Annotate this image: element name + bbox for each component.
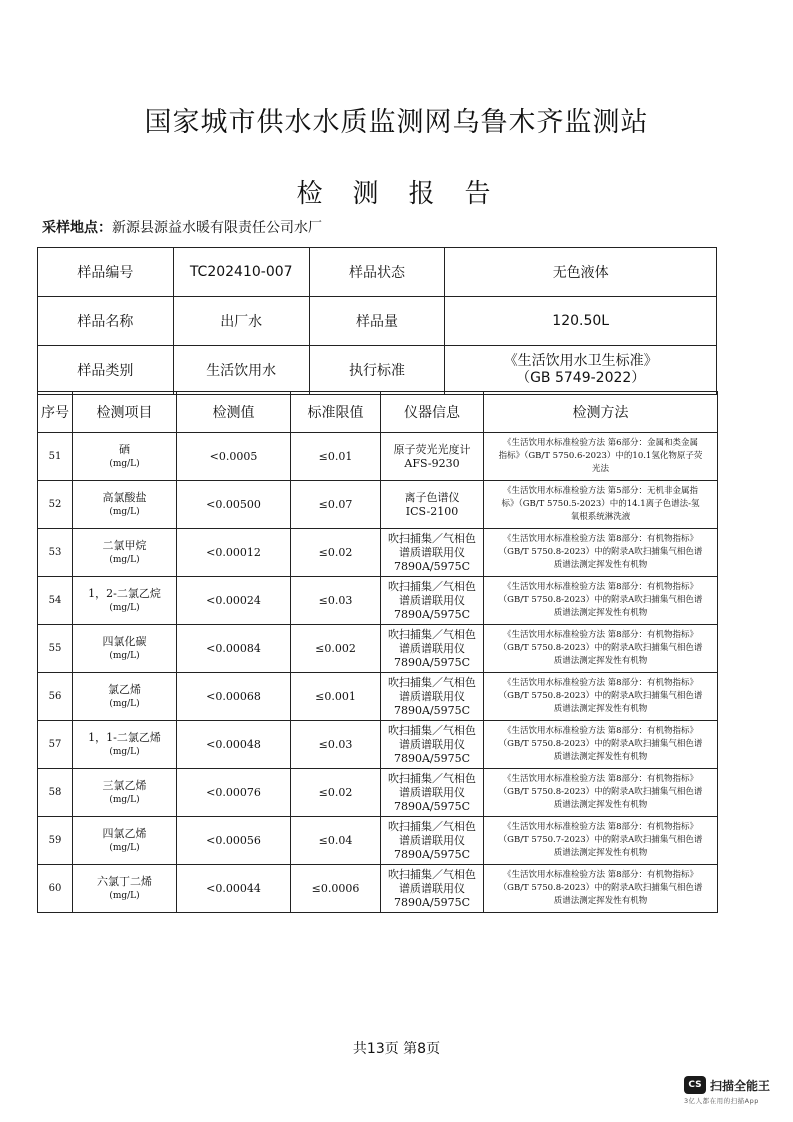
row-limit: ≤0.03 [291,577,381,625]
instrument-line: AFS-9230 [404,456,460,470]
table-row [38,673,718,721]
watermark-brand [684,1076,784,1094]
row-value: <0.00048 [177,721,291,769]
method-line: 氧根系统淋洗液 [570,512,631,522]
instrument-line: 吹扫捕集／气相色 [388,819,476,833]
watermark-slogan: 3亿人都在用的扫描App [684,1097,759,1105]
instrument-line: 吹扫捕集／气相色 [388,627,476,641]
table-row [38,625,718,673]
standard-label: 执行标准 [309,346,445,395]
item-unit: (mg/L) [109,794,140,805]
row-seq: 54 [38,577,73,625]
item-name: 硒 [119,442,130,456]
row-limit: ≤0.0006 [291,865,381,913]
row-seq: 53 [38,529,73,577]
row-value: <0.0005 [177,433,291,481]
method-line: 《生活饮用水标准检验方法 第8部分：有机物指标》 [502,678,699,688]
method-line: （GB/T 5750.8-2023）中的附录A吹扫捕集气相色谱 [498,547,703,557]
method-line: （GB/T 5750.7-2023）中的附录A吹扫捕集气相色谱 [498,835,703,845]
instrument-line: 吹扫捕集／气相色 [388,723,476,737]
row-limit: ≤0.03 [291,721,381,769]
table-row [38,529,718,577]
row-seq: 56 [38,673,73,721]
results-body [38,433,718,913]
row-instrument [381,529,484,577]
instrument-line: ICS-2100 [405,504,459,518]
sample-info-row [38,248,717,297]
instrument-line: 谱质谱联用仪 [399,881,465,895]
instrument-line: 7890A/5975C [393,751,471,765]
instrument-line: 吹扫捕集／气相色 [388,675,476,689]
item-name: 1，1-二氯乙烯 [88,730,161,744]
sample-no-value: TC202410-007 [173,248,309,297]
table-row [38,817,718,865]
method-line: 《生活饮用水标准检验方法 第8部分：有机物指标》 [502,822,699,832]
row-value: <0.00044 [177,865,291,913]
item-name: 六氯丁二烯 [97,874,152,888]
sample-name-value: 出厂水 [173,297,309,346]
row-method [484,433,718,481]
item-unit: (mg/L) [109,650,140,661]
row-instrument [381,769,484,817]
item-unit: (mg/L) [109,890,140,901]
item-name: 1，2-二氯乙烷 [88,586,161,600]
row-item [73,817,177,865]
method-line: 《生活饮用水标准检验方法 第8部分：有机物指标》 [502,582,699,592]
row-item [73,625,177,673]
row-limit: ≤0.04 [291,817,381,865]
method-line: 《生活饮用水标准检验方法 第8部分：有机物指标》 [502,870,699,880]
page-number: 共13页 第8页 [352,1041,441,1057]
row-limit: ≤0.002 [291,625,381,673]
method-line: 《生活饮用水标准检验方法 第8部分：有机物指标》 [502,774,699,784]
item-unit: (mg/L) [109,602,140,613]
row-seq: 57 [38,721,73,769]
row-instrument [381,625,484,673]
method-line: 质谱法测定挥发性有机物 [553,800,648,810]
sample-qty-value: 120.50L [445,297,717,346]
instrument-line: 原子荧光光度计 [393,442,471,456]
item-name: 四氯乙烯 [102,826,147,840]
instrument-line: 谱质谱联用仪 [399,593,465,607]
row-item [73,481,177,529]
sampling-location-value: 新源县源益水暖有限责任公司水厂 [112,220,322,236]
row-item [73,529,177,577]
instrument-line: 吹扫捕集／气相色 [388,579,476,593]
item-name: 高氯酸盐 [102,490,147,504]
scanner-watermark [684,1076,784,1105]
row-instrument [381,577,484,625]
row-item [73,433,177,481]
row-method [484,817,718,865]
method-line: （GB/T 5750.8-2023）中的附录A吹扫捕集气相色谱 [498,787,703,797]
method-line: 质谱法测定挥发性有机物 [553,656,648,666]
method-line: 《生活饮用水标准检验方法 第6部分：金属和类金属 [502,438,699,448]
report-title: 检测报告 [296,179,521,209]
row-value: <0.00084 [177,625,291,673]
item-name: 氯乙烯 [108,682,141,696]
table-row [38,433,718,481]
instrument-line: 7890A/5975C [393,895,471,909]
standard-title: 《生活饮用水卫生标准》 [503,353,658,369]
method-line: （GB/T 5750.8-2023）中的附录A吹扫捕集气相色谱 [498,595,703,605]
method-line: 《生活饮用水标准检验方法 第8部分：有机物指标》 [502,630,699,640]
row-method [484,673,718,721]
method-line: 《生活饮用水标准检验方法 第5部分：无机非金属指 [502,486,699,496]
item-unit: (mg/L) [109,554,140,565]
method-line: （GB/T 5750.8-2023）中的附录A吹扫捕集气相色谱 [498,643,703,653]
instrument-line: 吹扫捕集／气相色 [388,867,476,881]
col-header-item: 检测项目 [73,392,177,433]
instrument-line: 吹扫捕集／气相色 [388,771,476,785]
instrument-line: 7890A/5975C [393,655,471,669]
method-line: 质谱法测定挥发性有机物 [553,752,648,762]
sample-info-row [38,346,717,395]
sample-type-value: 生活饮用水 [173,346,309,395]
camscanner-logo-icon: CS [684,1076,706,1094]
item-unit: (mg/L) [109,458,140,469]
instrument-line: 谱质谱联用仪 [399,689,465,703]
sample-name-label: 样品名称 [38,297,174,346]
col-header-limit: 标准限值 [291,392,381,433]
col-header-value: 检测值 [177,392,291,433]
sample-info-row [38,297,717,346]
sampling-location-label: 采样地点： [42,220,112,236]
instrument-line: 谱质谱联用仪 [399,737,465,751]
method-line: 光法 [591,464,609,474]
row-limit: ≤0.07 [291,481,381,529]
instrument-line: 7890A/5975C [393,799,471,813]
row-item [73,865,177,913]
method-line: 《生活饮用水标准检验方法 第8部分：有机物指标》 [502,726,699,736]
row-limit: ≤0.01 [291,433,381,481]
row-instrument [381,817,484,865]
method-line: 质谱法测定挥发性有机物 [553,896,648,906]
col-header-instrument: 仪器信息 [381,392,484,433]
row-instrument [381,433,484,481]
table-row [38,865,718,913]
instrument-line: 吹扫捕集／气相色 [388,531,476,545]
row-value: <0.00076 [177,769,291,817]
results-header-row [38,392,718,433]
method-line: （GB/T 5750.8-2023）中的附录A吹扫捕集气相色谱 [498,739,703,749]
row-seq: 59 [38,817,73,865]
row-item [73,769,177,817]
row-value: <0.00012 [177,529,291,577]
method-line: 《生活饮用水标准检验方法 第8部分：有机物指标》 [502,534,699,544]
method-line: 质谱法测定挥发性有机物 [553,608,648,618]
row-method [484,769,718,817]
method-line: （GB/T 5750.8-2023）中的附录A吹扫捕集气相色谱 [498,883,703,893]
item-name: 四氯化碳 [102,634,147,648]
sample-qty-label: 样品量 [309,297,445,346]
sample-no-label: 样品编号 [38,248,174,297]
item-name: 二氯甲烷 [102,538,147,552]
method-line: 指标》（GB/T 5750.6-2023）中的10.1氢化物原子荧 [498,451,703,461]
col-header-method: 检测方法 [484,392,718,433]
instrument-line: 谱质谱联用仪 [399,833,465,847]
instrument-line: 7890A/5975C [393,607,471,621]
standard-value [445,346,717,395]
table-row [38,721,718,769]
item-name: 三氯乙烯 [102,778,147,792]
method-line: （GB/T 5750.8-2023）中的附录A吹扫捕集气相色谱 [498,691,703,701]
instrument-line: 谱质谱联用仪 [399,641,465,655]
row-item [73,721,177,769]
sample-state-value: 无色液体 [445,248,717,297]
row-instrument [381,865,484,913]
table-row [38,481,718,529]
row-instrument [381,721,484,769]
row-seq: 55 [38,625,73,673]
row-method [484,865,718,913]
item-unit: (mg/L) [109,506,140,517]
standard-code: （GB 5749-2022） [516,370,646,386]
col-header-seq: 序号 [38,392,73,433]
row-value: <0.00056 [177,817,291,865]
row-limit: ≤0.001 [291,673,381,721]
organization-title: 国家城市供水水质监测网乌鲁木齐监测站 [144,107,649,138]
sample-type-label: 样品类别 [38,346,174,395]
row-value: <0.00024 [177,577,291,625]
row-method [484,625,718,673]
instrument-line: 谱质谱联用仪 [399,785,465,799]
row-value: <0.00500 [177,481,291,529]
instrument-line: 谱质谱联用仪 [399,545,465,559]
method-line: 标》（GB/T 5750.5-2023）中的14.1离子色谱法-氢 [501,499,700,509]
row-limit: ≤0.02 [291,529,381,577]
method-line: 质谱法测定挥发性有机物 [553,560,648,570]
table-row [38,577,718,625]
row-method [484,721,718,769]
row-instrument [381,481,484,529]
instrument-line: 7890A/5975C [393,559,471,573]
sample-state-label: 样品状态 [309,248,445,297]
row-limit: ≤0.02 [291,769,381,817]
item-unit: (mg/L) [109,842,140,853]
row-instrument [381,673,484,721]
row-seq: 52 [38,481,73,529]
watermark-app-name: 扫描全能王 [710,1078,771,1093]
method-line: 质谱法测定挥发性有机物 [553,848,648,858]
row-seq: 58 [38,769,73,817]
row-value: <0.00068 [177,673,291,721]
table-row [38,769,718,817]
row-seq: 51 [38,433,73,481]
row-item [73,673,177,721]
sample-info-table [37,247,717,395]
row-item [73,577,177,625]
item-unit: (mg/L) [109,746,140,757]
instrument-line: 离子色谱仪 [404,490,460,504]
row-method [484,577,718,625]
item-unit: (mg/L) [109,698,140,709]
method-line: 质谱法测定挥发性有机物 [553,704,648,714]
row-seq: 60 [38,865,73,913]
instrument-line: 7890A/5975C [393,847,471,861]
sampling-location [42,217,322,237]
instrument-line: 7890A/5975C [393,703,471,717]
row-method [484,529,718,577]
results-table [37,391,718,913]
row-method [484,481,718,529]
